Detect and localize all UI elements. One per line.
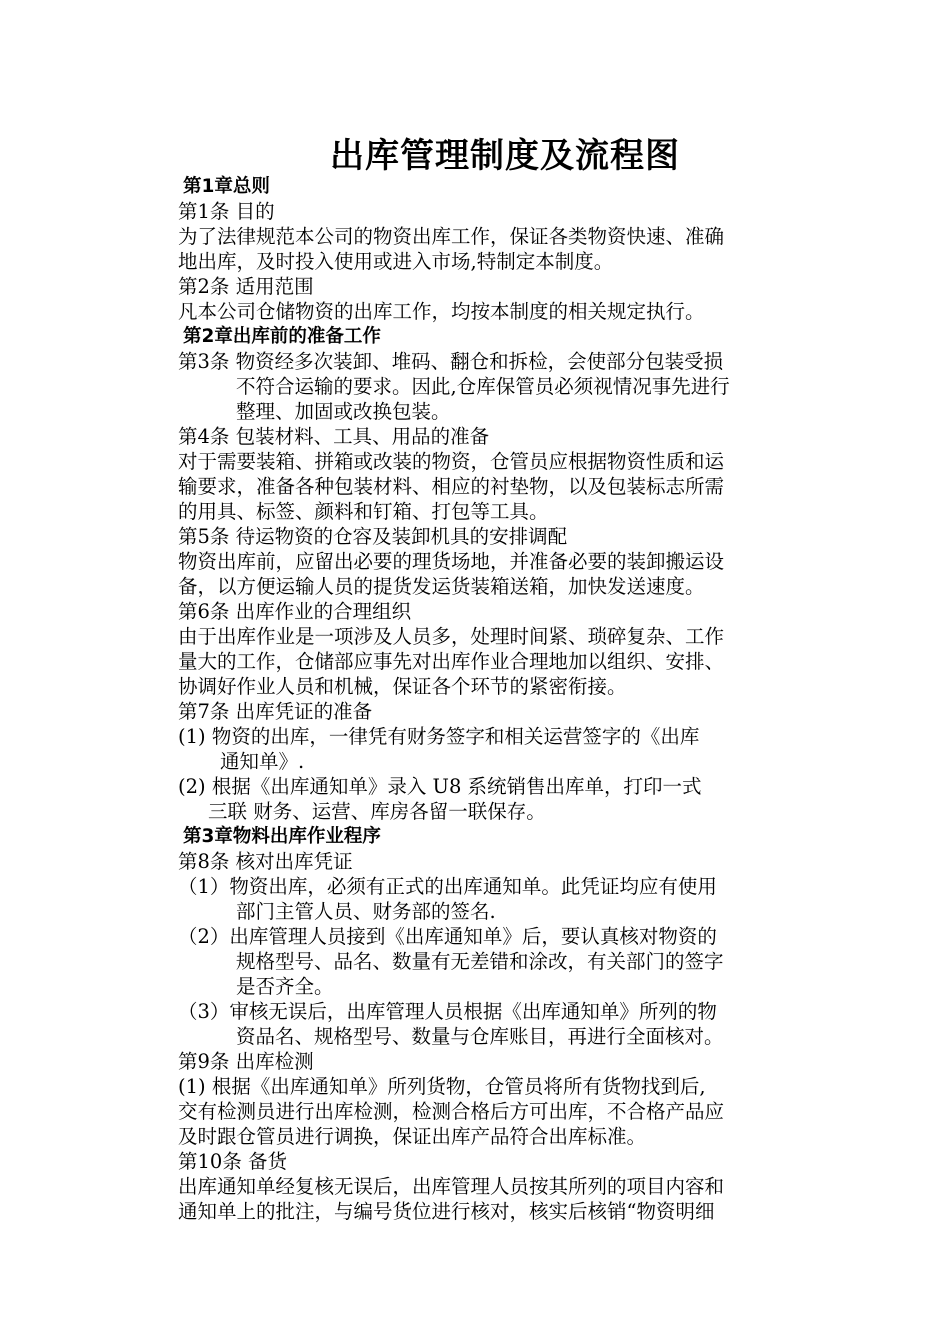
chapter-heading: 第2章出库前的准备工作 [183, 326, 381, 347]
paragraph-line: 凡本公司仓储物资的出库工作，均按本制度的相关规定执行。 [178, 300, 705, 323]
paragraph-line: 备，以方便运输人员的提货发运货装箱送箱，加快发送速度。 [178, 575, 705, 598]
article-heading: 第8条 核对出库凭证 [178, 850, 353, 873]
paragraph-line: 交有检测员进行出库检测，检测合格后方可出库，不合格产品应 [178, 1100, 725, 1123]
chapter-heading: 第1章总则 [183, 176, 270, 197]
paragraph-line: 部门主管人员、财务部的签名. [236, 900, 496, 923]
paragraph-line: 由于出库作业是一项涉及人员多，处理时间紧、琐碎复杂、工作 [178, 625, 725, 648]
paragraph-line: 通知单上的批注，与编号货位进行核对，核实后核销“物资明细 [178, 1200, 715, 1223]
article-heading: 第9条 出库检测 [178, 1050, 314, 1073]
paragraph-line: 为了法律规范本公司的物资出库工作，保证各类物资快速、准确 [178, 225, 725, 248]
chapter-heading: 第3章物料出库作业程序 [183, 826, 381, 847]
paragraph-line: 通知单》. [220, 750, 305, 773]
article-heading: 第2条 适用范围 [178, 275, 314, 298]
paragraph-line: 物资出库前，应留出必要的理货场地，并准备必要的装卸搬运设 [178, 550, 725, 573]
paragraph-line: 地出库，及时投入使用或进入市场,特制定本制度。 [178, 250, 614, 273]
paragraph-line: 量大的工作，仓储部应事先对出库作业合理地加以组织、安排、 [178, 650, 725, 673]
document-body [178, 174, 808, 1224]
paragraph-line: 对于需要装箱、拼箱或改装的物资，仓管员应根据物资性质和运 [178, 450, 725, 473]
article-heading: 第6条 出库作业的合理组织 [178, 600, 412, 623]
paragraph-line: （1）物资出库，必须有正式的出库通知单。此凭证均应有使用 [178, 875, 717, 898]
paragraph-line: （3）审核无误后，出库管理人员根据《出库通知单》所列的物 [178, 1000, 717, 1023]
article-heading: 第1条 目的 [178, 200, 275, 223]
paragraph-line: （2）出库管理人员接到《出库通知单》后，要认真核对物资的 [178, 925, 717, 948]
paragraph-line: (2) 根据《出库通知单》录入 U8 系统销售出库单，打印一式 [178, 775, 702, 798]
article-heading: 第4条 包装材料、工具、用品的准备 [178, 425, 490, 448]
paragraph-line: 整理、加固或改换包装。 [236, 400, 451, 423]
paragraph-line: 的用具、标签、颜料和钉箱、打包等工具。 [178, 500, 549, 523]
paragraph-line: 协调好作业人员和机械，保证各个环节的紧密衔接。 [178, 675, 627, 698]
paragraph-line: 输要求，准备各种包装材料、相应的衬垫物，以及包装标志所需 [178, 475, 725, 498]
article-heading: 第5条 待运物资的仓容及装卸机具的安排调配 [178, 525, 568, 548]
article-heading: 第7条 出库凭证的准备 [178, 700, 373, 723]
paragraph-line: 三联 财务、运营、库房各留一联保存。 [208, 800, 546, 823]
paragraph-line: 不符合运输的要求。因此,仓库保管员必须视情况事先进行 [236, 375, 730, 398]
paragraph-line: (1) 物资的出库，一律凭有财务签字和相关运营签字的《出库 [178, 725, 700, 748]
paragraph-line: 第3条 物资经多次装卸、堆码、翻仓和拆检，会使部分包装受损 [178, 350, 724, 373]
paragraph-line: 及时跟仓管员进行调换，保证出库产品符合出库标准。 [178, 1125, 647, 1148]
paragraph-line: 是否齐全。 [236, 975, 334, 998]
paragraph-line: 规格型号、品名、数量有无差错和涂改，有关部门的签字 [236, 950, 724, 973]
paragraph-line: 出库通知单经复核无误后，出库管理人员按其所列的项目内容和 [178, 1175, 725, 1198]
document-title: 出库管理制度及流程图 [330, 136, 680, 176]
paragraph-line: 资品名、规格型号、数量与仓库账目，再进行全面核对。 [236, 1025, 724, 1048]
paragraph-line: (1) 根据《出库通知单》所列货物，仓管员将所有货物找到后, [178, 1075, 706, 1098]
article-heading: 第10条 备货 [178, 1150, 288, 1173]
